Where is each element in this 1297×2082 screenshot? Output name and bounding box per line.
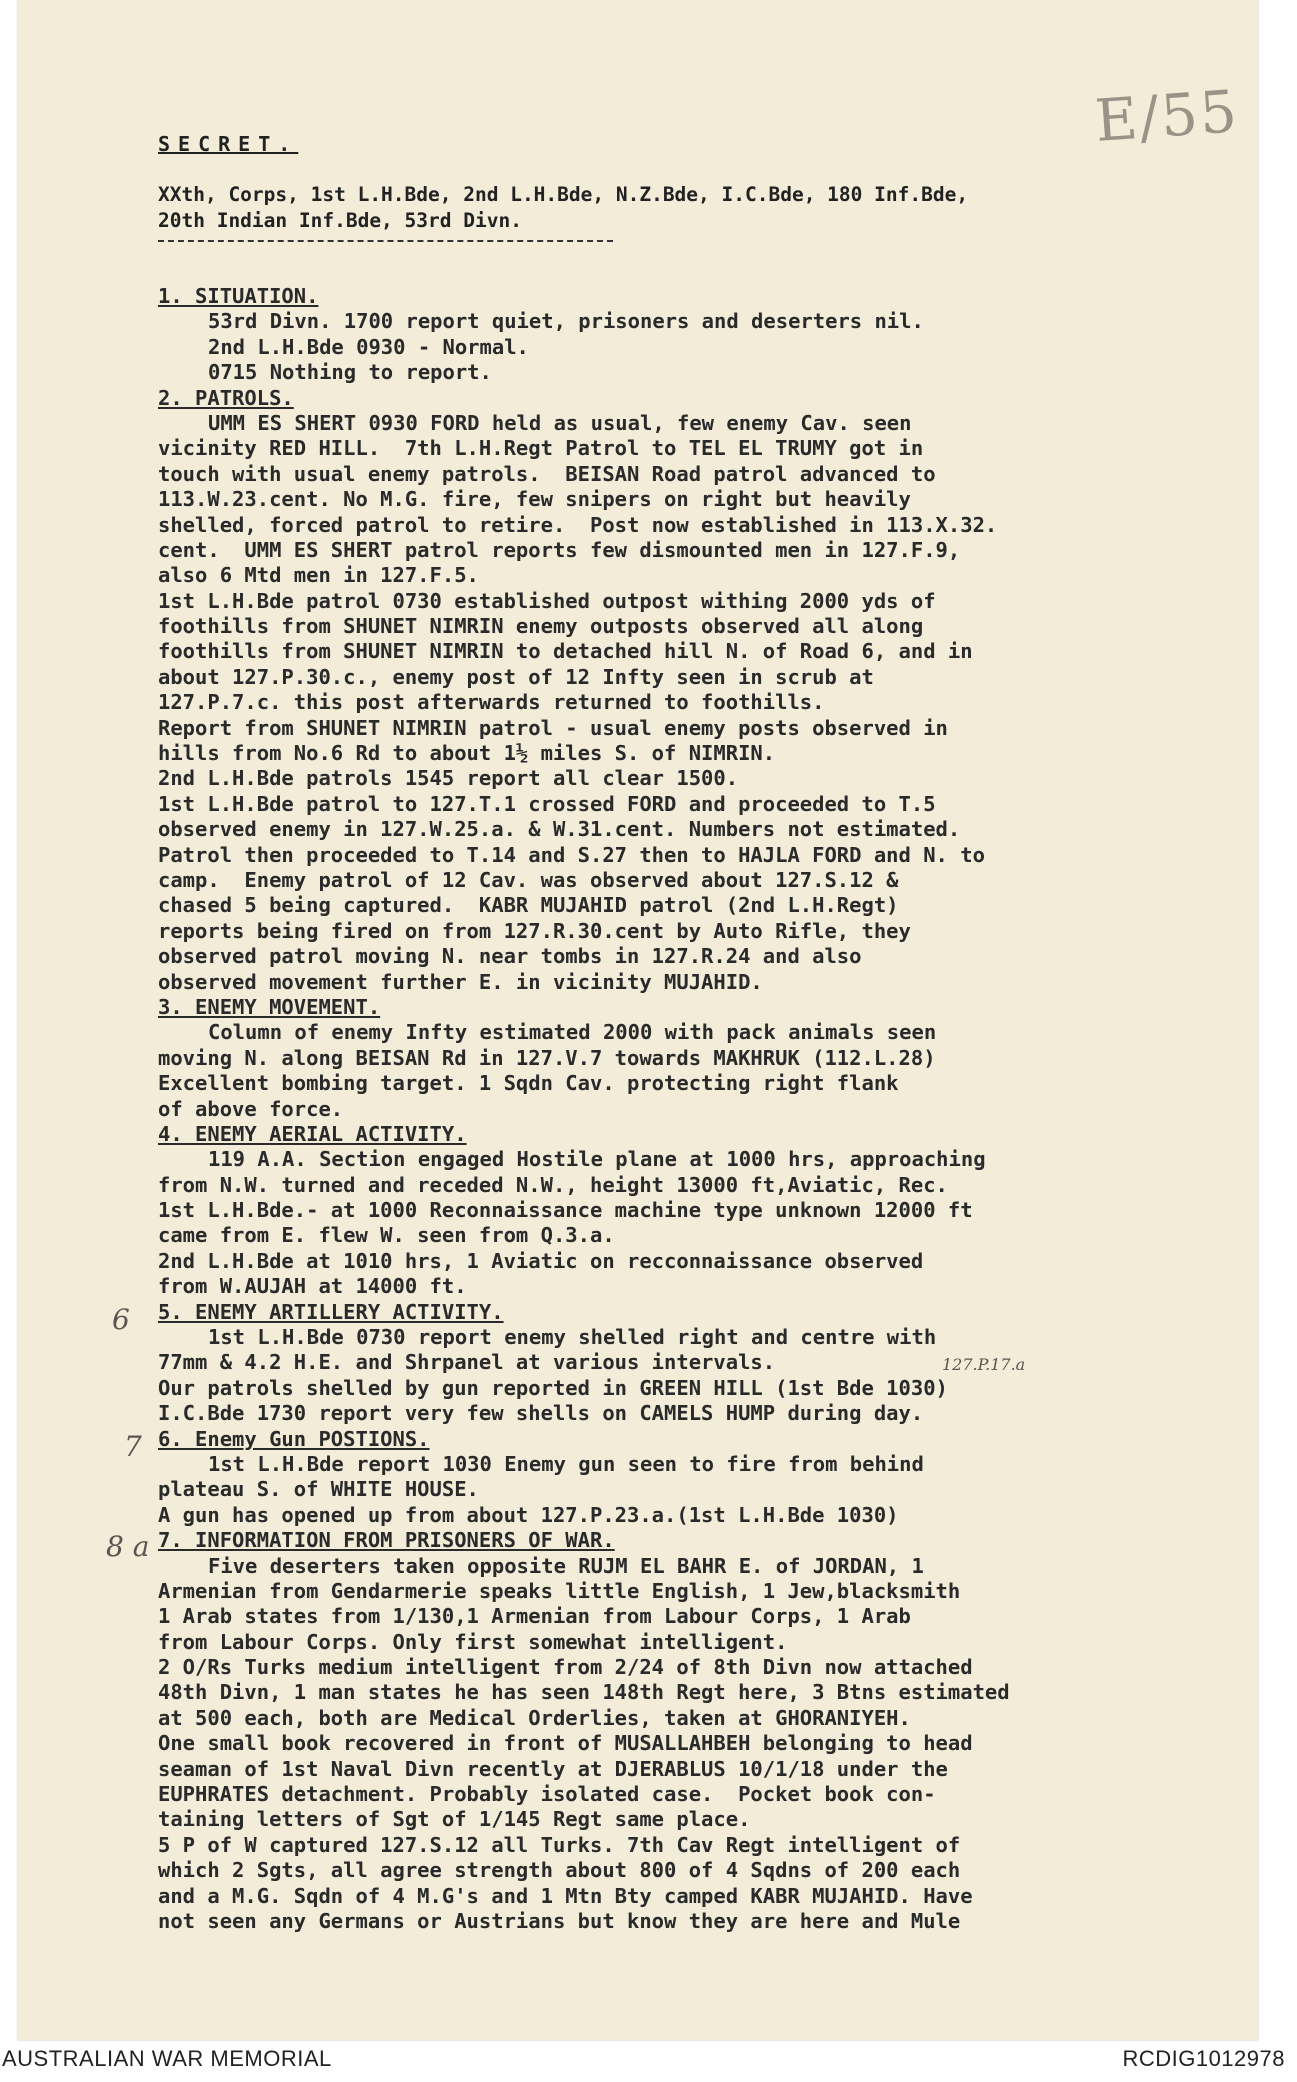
body-line: about 127.P.30.c., enemy post of 12 Infty seen in scrub at [158,664,874,689]
body-line: 113.W.23.cent. No M.G. fire, few snipers on right but heavily [158,487,911,512]
body-line: 1st L.H.Bde.- at 1000 Reconnaissance machine type unknown 12000 ft [158,1198,973,1223]
body-line: 2nd L.H.Bde patrols 1545 report all clear 1500. [158,766,739,791]
distribution-line: 20th Indian Inf.Bde, 53rd Divn. [158,209,522,232]
body-line: 48th Divn, 1 man states he has seen 148th Regt here, 3 Btns estimated [158,1680,1010,1705]
margin-note-8a: 8 a [106,1530,150,1563]
margin-note-7: 7 [124,1430,142,1463]
body-line: 1st L.H.Bde 0730 report enemy shelled right and centre with [208,1325,937,1350]
body-line: Five deserters taken opposite RUJM EL BAHR E. of JORDAN, 1 [208,1553,924,1578]
body-line: observed enemy in 127.W.25.a. & W.31.cent. Numbers not estimated. [158,817,961,842]
body-line: foothills from SHUNET NIMRIN enemy outposts observed all along [158,614,924,639]
body-line: 1st L.H.Bde report 1030 Enemy gun seen to fire from behind [208,1451,924,1476]
body-line: 127.P.7.c. this post afterwards returned to foothills. [158,690,825,715]
body-line: 1st L.H.Bde patrol to 127.T.1 crossed FORD and proceeded to T.5 [158,791,936,816]
body-line: chased 5 being captured. KABR MUJAHID patrol (2nd L.H.Regt) [158,893,899,918]
body-line: A gun has opened up from about 127.P.23.a.(1st L.H.Bde 1030) [158,1502,899,1527]
body-line: which 2 Sgts, all agree strength about 800 of 4 Sqdns of 200 each [158,1858,961,1883]
body-line: 1st L.H.Bde patrol 0730 established outpost withing 2000 yds of [158,588,936,613]
body-line: taining letters of Sgt of 1/145 Regt same place. [158,1807,751,1832]
body-line: Column of enemy Infty estimated 2000 with pack animals seen [208,1020,937,1045]
body-line: of above force. [158,1096,344,1121]
body-line: Excellent bombing target. 1 Sqdn Cav. protecting right flank [158,1071,899,1096]
body-line: and a M.G. Sqdn of 4 M.G's and 1 Mtn Bty camped KABR MUJAHID. Have [158,1883,973,1908]
body-line: touch with usual enemy patrols. BEISAN Road patrol advanced to [158,461,936,486]
margin-note-grid: 127.P.17.a [942,1355,1026,1374]
body-line: One small book recovered in front of MUSALLAHBEH belonging to head [158,1731,973,1756]
section-heading: 3. ENEMY MOVEMENT. [158,994,381,1019]
body-line: cent. UMM ES SHERT patrol reports few dismounted men in 127.F.9, [158,537,961,562]
body-line: vicinity RED HILL. 7th L.H.Regt Patrol to TEL EL TRUMY got in [158,436,924,461]
body-line: Our patrols shelled by gun reported in GREEN HILL (1st Bde 1030) [158,1375,948,1400]
body-line: Patrol then proceeded to T.14 and S.27 then to HAJLA FORD and N. to [158,842,985,867]
body-line: from W.AUJAH at 14000 ft. [158,1274,467,1299]
body-line: moving N. along BEISAN Rd in 127.V.7 towards MAKHRUK (112.L.28) [158,1045,936,1070]
body-line: 5 P of W captured 127.S.12 all Turks. 7th Cav Regt intelligent of [158,1832,961,1857]
body-line: from Labour Corps. Only first somewhat intelligent. [158,1629,788,1654]
distribution-line: XXth, Corps, 1st L.H.Bde, 2nd L.H.Bde, N.Z.Bde, I.C.Bde, 180 Inf.Bde, [158,183,969,206]
body-line: from N.W. turned and receded N.W., height 13000 ft,Aviatic, Rec. [158,1172,948,1197]
report-body [158,284,1223,1934]
body-line: hills from No.6 Rd to about 1½ miles S. of NIMRIN. [158,741,776,766]
body-line: camp. Enemy patrol of 12 Cav. was observed about 127.S.12 & [158,867,899,892]
section-heading: 7. INFORMATION FROM PRISONERS OF WAR. [158,1528,615,1553]
body-line: reports being fired on from 127.R.30.cent by Auto Rifle, they [158,918,911,943]
divider [158,240,613,242]
distribution-list [158,182,1208,234]
footer-right: RCDIG1012978 [1122,2046,1285,2071]
body-line: 1 Arab states from 1/130,1 Armenian from Labour Corps, 1 Arab [158,1604,911,1629]
footer-left: AUSTRALIAN WAR MEMORIAL [2,2046,332,2071]
archive-reference: E/55 [1092,77,1241,155]
section-heading: 4. ENEMY AERIAL ACTIVITY. [158,1121,467,1146]
body-line: EUPHRATES detachment. Probably isolated case. Pocket book con- [158,1782,936,1807]
body-line: not seen any Germans or Austrians but know they are here and Mule [158,1909,961,1933]
section-heading: 5. ENEMY ARTILLERY ACTIVITY. [158,1299,504,1324]
body-line: observed patrol moving N. near tombs in 127.R.24 and also [158,944,862,969]
body-line: at 500 each, both are Medical Orderlies, taken at GHORANIYEH. [158,1705,911,1730]
body-line: 0715 Nothing to report. [208,360,492,385]
body-line: 53rd Divn. 1700 report quiet, prisoners and deserters nil. [208,309,924,334]
body-line: plateau S. of WHITE HOUSE. [158,1477,479,1502]
section-heading: 2. PATROLS. [158,385,294,410]
body-line: observed movement further E. in vicinity MUJAHID. [158,969,763,994]
section-heading: 6. Enemy Gun POSTIONS. [158,1426,430,1451]
body-line: UMM ES SHERT 0930 FORD held as usual, few enemy Cav. seen [208,410,912,435]
body-line: seaman of 1st Naval Divn recently at DJERABLUS 10/1/18 under the [158,1756,948,1781]
body-line: 2nd L.H.Bde 0930 - Normal. [208,334,529,359]
body-line: 2nd L.H.Bde at 1010 hrs, 1 Aviatic on recconnaissance observed [158,1248,924,1273]
body-line: foothills from SHUNET NIMRIN to detached hill N. of Road 6, and in [158,639,973,664]
margin-note-6: 6 [112,1303,130,1336]
body-line: Armenian from Gendarmerie speaks little English, 1 Jew,blacksmith [158,1578,961,1603]
body-line: came from E. flew W. seen from Q.3.a. [158,1223,615,1248]
page-title: SECRET. [158,132,299,156]
section-heading: 1. SITUATION. [158,284,319,308]
body-line: 2 O/Rs Turks medium intelligent from 2/24 of 8th Divn now attached [158,1655,973,1680]
body-line: also 6 Mtd men in 127.F.5. [158,563,479,588]
body-line: 119 A.A. Section engaged Hostile plane at 1000 hrs, approaching [208,1147,986,1172]
body-line: I.C.Bde 1730 report very few shells on CAMELS HUMP during day. [158,1401,924,1426]
body-line: Report from SHUNET NIMRIN patrol - usual enemy posts observed in [158,715,948,740]
body-line: shelled, forced patrol to retire. Post now established in 113.X.32. [158,512,998,537]
body-line: 77mm & 4.2 H.E. and Shrpanel at various intervals. [158,1350,776,1375]
